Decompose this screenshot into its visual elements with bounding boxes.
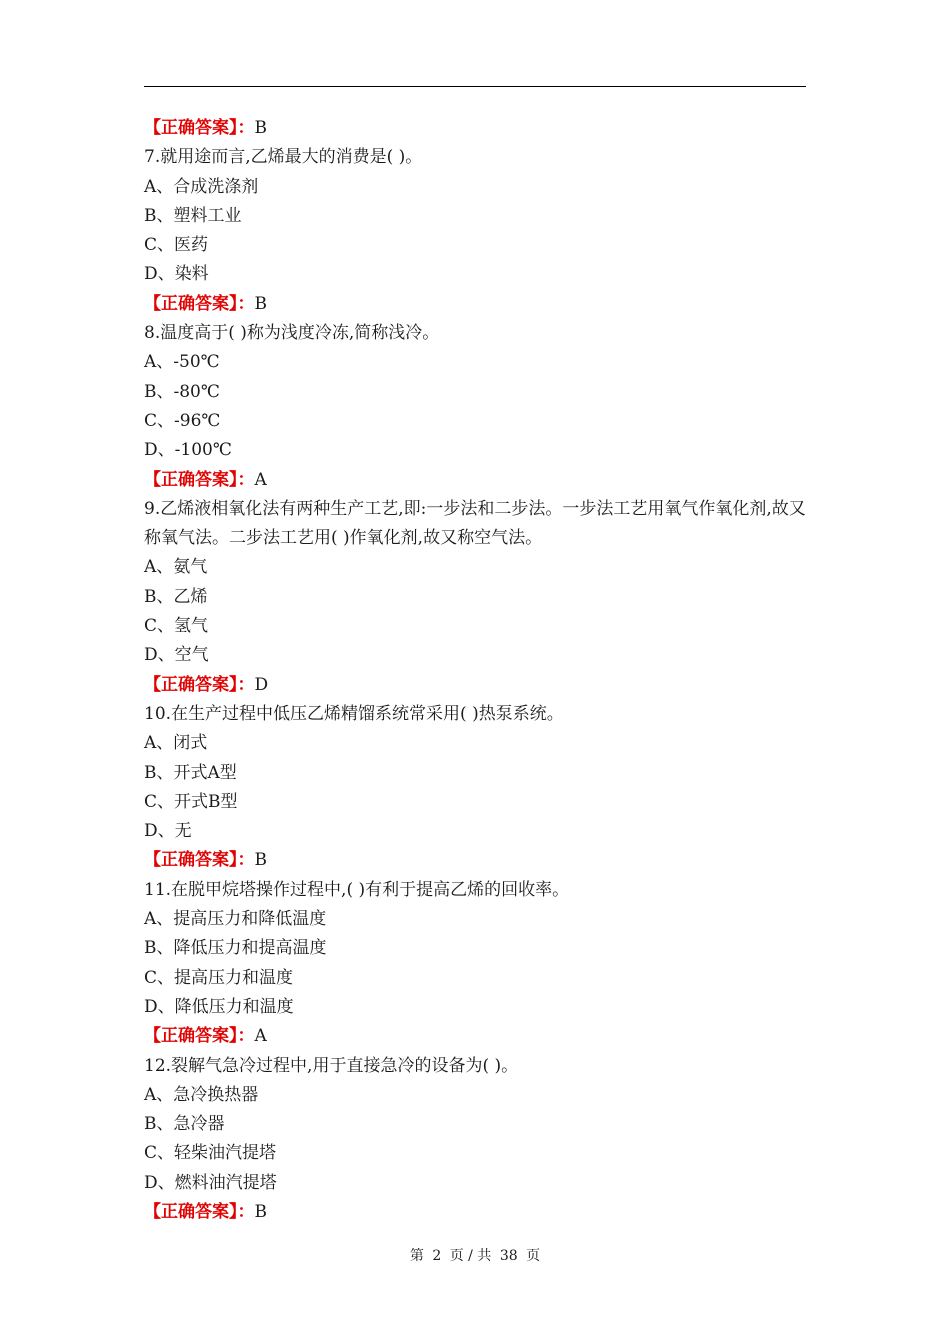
- footer-prefix: 第: [409, 1248, 424, 1264]
- answer-value: A: [254, 1026, 267, 1047]
- option-text: B、乙烯: [144, 586, 208, 607]
- answer-label: 【正确答案】：: [144, 1026, 255, 1047]
- answer-label: 【正确答案】：: [144, 1201, 255, 1222]
- answer-line: [144, 1022, 806, 1051]
- option-text: D、燃料油汽提塔: [144, 1172, 277, 1193]
- question-text: 11.在脱甲烷塔操作过程中,( )有利于提高乙烯的回收率。: [144, 879, 570, 900]
- option-text: D、无: [144, 821, 192, 842]
- option-text: B、急冷器: [144, 1114, 225, 1135]
- footer-total-pages: 38: [499, 1248, 518, 1264]
- header-rule: [144, 86, 806, 87]
- question-list: [144, 114, 806, 1227]
- question-text: 12.裂解气急冷过程中,用于直接急冷的设备为( )。: [144, 1055, 519, 1076]
- option-text: D、染料: [144, 264, 209, 285]
- option-text: B、塑料工业: [144, 205, 242, 226]
- answer-line: [144, 466, 806, 495]
- answer-value: B: [254, 293, 267, 314]
- option-text: B、-80℃: [144, 381, 220, 402]
- option-text: C、-96℃: [144, 410, 221, 431]
- question-text: 8.温度高于( )称为浅度冷冻,简称浅冷。: [144, 323, 440, 344]
- answer-line: [144, 114, 806, 143]
- answer-line: [144, 671, 806, 700]
- question-text: 10.在生产过程中低压乙烯精馏系统常采用( )热泵系统。: [144, 703, 564, 724]
- option-text: A、急冷换热器: [144, 1084, 259, 1105]
- option-text: D、-100℃: [144, 440, 232, 461]
- question-text: 7.就用途而言,乙烯最大的消费是( )。: [144, 147, 423, 168]
- answer-value: D: [254, 674, 269, 695]
- answer-label: 【正确答案】：: [144, 118, 255, 138]
- option-text: C、轻柴油汽提塔: [144, 1143, 277, 1164]
- option-text: C、氢气: [144, 616, 209, 637]
- option-text: C、医药: [144, 235, 209, 256]
- option-text: A、提高压力和降低温度: [144, 909, 327, 930]
- answer-line: [144, 1198, 806, 1227]
- answer-label: 【正确答案】：: [144, 674, 255, 695]
- option-text: A、氨气: [144, 557, 208, 578]
- footer-suffix: 页: [526, 1248, 541, 1264]
- option-text: D、降低压力和温度: [144, 996, 294, 1017]
- answer-value: A: [254, 469, 267, 490]
- option-text: A、合成洗涤剂: [144, 176, 259, 197]
- page-footer: [0, 1245, 950, 1265]
- option-text: B、降低压力和提高温度: [144, 938, 327, 959]
- footer-page-number: 2: [432, 1248, 442, 1264]
- answer-label: 【正确答案】：: [144, 469, 255, 490]
- option-text: A、-50℃: [144, 352, 220, 373]
- option-text: D、空气: [144, 645, 209, 666]
- answer-value: B: [254, 1201, 267, 1222]
- answer-line: [144, 846, 806, 875]
- option-text: B、开式A型: [144, 762, 237, 783]
- answer-label: 【正确答案】：: [144, 850, 255, 871]
- answer-label: 【正确答案】：: [144, 293, 255, 314]
- option-text: C、提高压力和温度: [144, 967, 294, 988]
- answer-value: B: [254, 118, 267, 138]
- answer-line: [144, 290, 806, 319]
- footer-middle: 页 / 共: [449, 1248, 492, 1264]
- answer-value: B: [254, 850, 267, 871]
- question-text: 9.乙烯液相氧化法有两种生产工艺,即:一步法和二步法。一步法工艺用氧气作氧化剂,故又称氧气法。二步法工艺用( )作氧化剂,故又称空气法。: [144, 498, 806, 549]
- option-text: A、闭式: [144, 733, 208, 754]
- option-text: C、开式B型: [144, 791, 238, 812]
